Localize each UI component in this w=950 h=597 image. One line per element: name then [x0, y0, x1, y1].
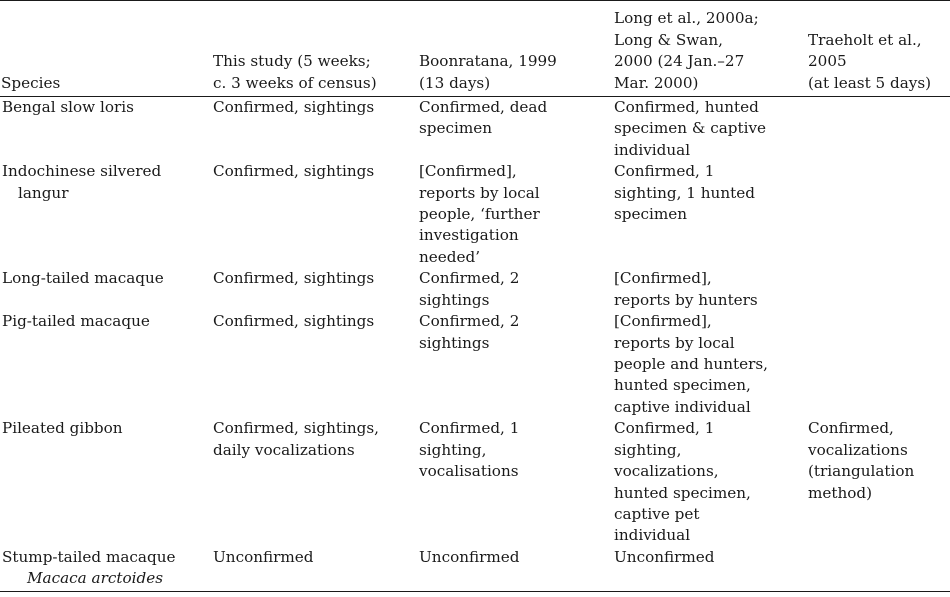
- traeholt-cell: [808, 161, 950, 268]
- header-boonratana: Boonratana, 1999 (13 days): [419, 52, 557, 92]
- header-species: Species: [1, 73, 61, 92]
- species-cell: [0, 97, 213, 161]
- this-study-cell: Confirmed, sightings: [213, 98, 375, 116]
- traeholt-cell: [808, 547, 950, 597]
- long-cell: [Confirmed], reports by hunters: [614, 269, 758, 309]
- table-row: [0, 311, 950, 418]
- this-study-cell: Unconfirmed: [213, 547, 314, 566]
- traeholt-cell: [808, 268, 950, 311]
- species-name: Pileated gibbon: [2, 419, 123, 438]
- header-row: [0, 1, 950, 97]
- table-row: [0, 161, 950, 268]
- boonratana-cell: Confirmed, 2 sightings: [419, 312, 520, 352]
- table-row: [0, 268, 950, 311]
- species-cell: [0, 311, 213, 418]
- header-this-study: This study (5 weeks; c. 3 weeks of census): [213, 52, 377, 92]
- boonratana-cell: Unconfirmed: [419, 547, 520, 566]
- species-name: Long-tailed macaque: [2, 269, 164, 288]
- species-cell: [0, 418, 213, 546]
- traeholt-cell: Confirmed, vocalizations (triangulation method): [808, 419, 915, 502]
- boonratana-cell: Confirmed, 1 sighting, vocalisations: [419, 419, 520, 481]
- long-cell: Confirmed, 1 sighting, 1 hunted specimen: [614, 162, 755, 224]
- long-cell: Unconfirmed: [614, 547, 715, 566]
- boonratana-cell: Confirmed, 2 sightings: [419, 269, 520, 309]
- header-traeholt: Traeholt et al., 2005 (at least 5 days): [808, 30, 932, 92]
- table-row: [0, 418, 950, 546]
- species-cell: [0, 268, 213, 311]
- species-cell: [0, 161, 213, 268]
- table-row: [0, 547, 950, 597]
- table-row: [0, 97, 950, 161]
- this-study-cell: Confirmed, sightings: [213, 162, 375, 181]
- traeholt-cell: [808, 311, 950, 418]
- long-cell: Confirmed, 1 sighting, vocalizations, hunted specimen, captive pet individual: [614, 419, 751, 545]
- species-name: Bengal slow loris: [2, 98, 134, 116]
- boonratana-cell: Confirmed, dead specimen: [419, 98, 548, 138]
- this-study-cell: Confirmed, sightings: [213, 269, 375, 288]
- boonratana-cell: [Confirmed], reports by local people, ‘further investigation needed’: [419, 162, 540, 266]
- species-name: Indochinese silvered langur: [2, 162, 162, 202]
- traeholt-cell: [808, 97, 950, 161]
- species-cell: [0, 547, 213, 597]
- long-cell: [Confirmed], reports by local people and hunters, hunted specimen, captive individual: [614, 312, 768, 416]
- this-study-cell: Confirmed, sightings: [213, 312, 375, 331]
- header-long: Long et al., 2000a; Long & Swan, 2000 (24 Jan.–27 Mar. 2000): [614, 9, 759, 92]
- species-name: Pig-tailed macaque: [2, 312, 150, 331]
- this-study-cell: Confirmed, sightings, daily vocalizations: [213, 419, 379, 459]
- species-name: Stump-tailed macaque: [2, 547, 176, 566]
- primate-records-table: [0, 1, 950, 597]
- scientific-name: Macaca arctoides: [27, 569, 163, 588]
- long-cell: Confirmed, hunted specimen & captive individual: [614, 98, 767, 159]
